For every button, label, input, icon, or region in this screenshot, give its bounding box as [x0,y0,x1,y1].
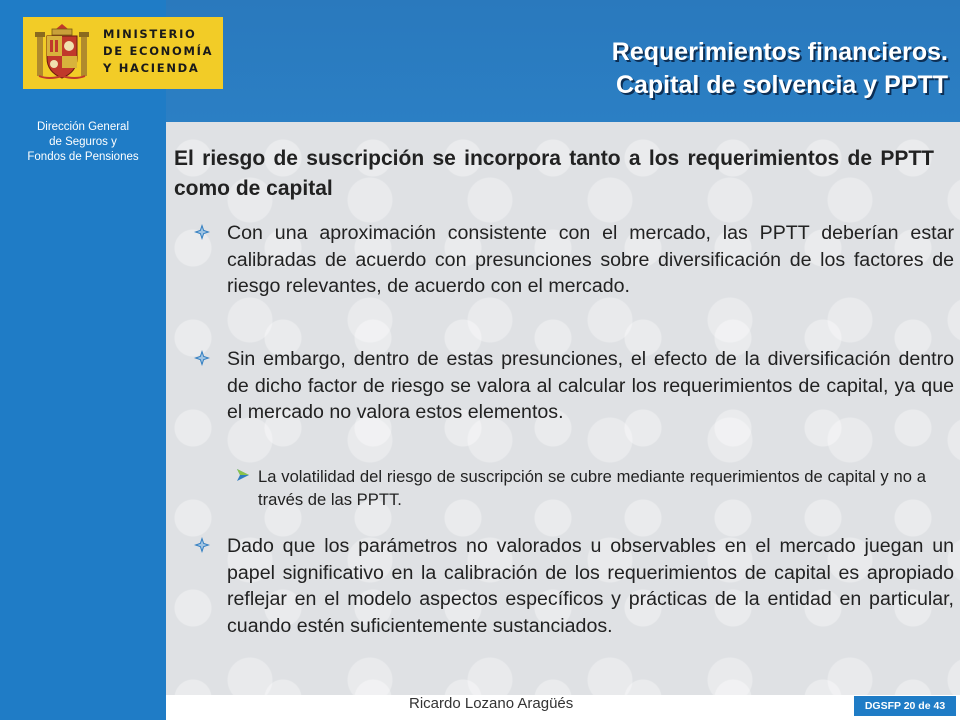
coat-of-arms-icon [31,22,93,84]
sidebar [0,0,166,720]
page-number-badge: DGSFP 20 de 43 [854,696,956,716]
bullet-item [194,533,954,639]
diamond-bullet-icon [194,224,210,240]
sub-bullet-item [236,466,926,511]
diamond-bullet-icon [194,350,210,366]
bullet-text: Dado que los parámetros no valorados u observables en el mercado juegan un papel significativo en la calibración de los requerimientos de capital es apropiado reflejar en el modelo aspectos específicos y prácticas de la entidad en particular, cuando estén suficientemente sustanciados. [227,535,954,637]
bullet-item [194,220,954,300]
arrow-bullet-icon [236,468,250,482]
author-name: Ricardo Lozano Aragüés [409,695,574,712]
organization-name: Dirección General de Seguros y Fondos de Pensiones [27,121,139,163]
header-band [166,0,960,122]
bullet-text: Con una aproximación consistente con el mercado, las PPTT deberían estar calibradas de acuerdo con presunciones sobre diversificación de los factores de riesgo relevantes, de acuerdo con el mercado. [227,222,954,297]
slide-title: Requerimientos financieros. Capital de solvencia y PPTT [611,38,948,99]
bullet-text: Sin embargo, dentro de estas presunciones, el efecto de la diversificación dentro de dicho factor de riesgo se valora al calcular los requerimientos de capital, ya que el mercado no valora estos elementos. [227,348,954,423]
ministry-logo [23,17,223,89]
sub-bullet-text: La volatilidad del riesgo de suscripción se cubre mediante requerimientos de capital y no a través de las PPTT. [258,467,926,509]
bullet-item [194,346,954,426]
ministry-name: MINISTERIO DE ECONOMÍA Y HACIENDA [103,27,214,75]
slide-content [166,122,960,695]
footer [166,695,960,720]
diamond-bullet-icon [194,537,210,553]
slide-heading: El riesgo de suscripción se incorpora tanto a los requerimientos de PPTT como de capital [174,147,934,200]
